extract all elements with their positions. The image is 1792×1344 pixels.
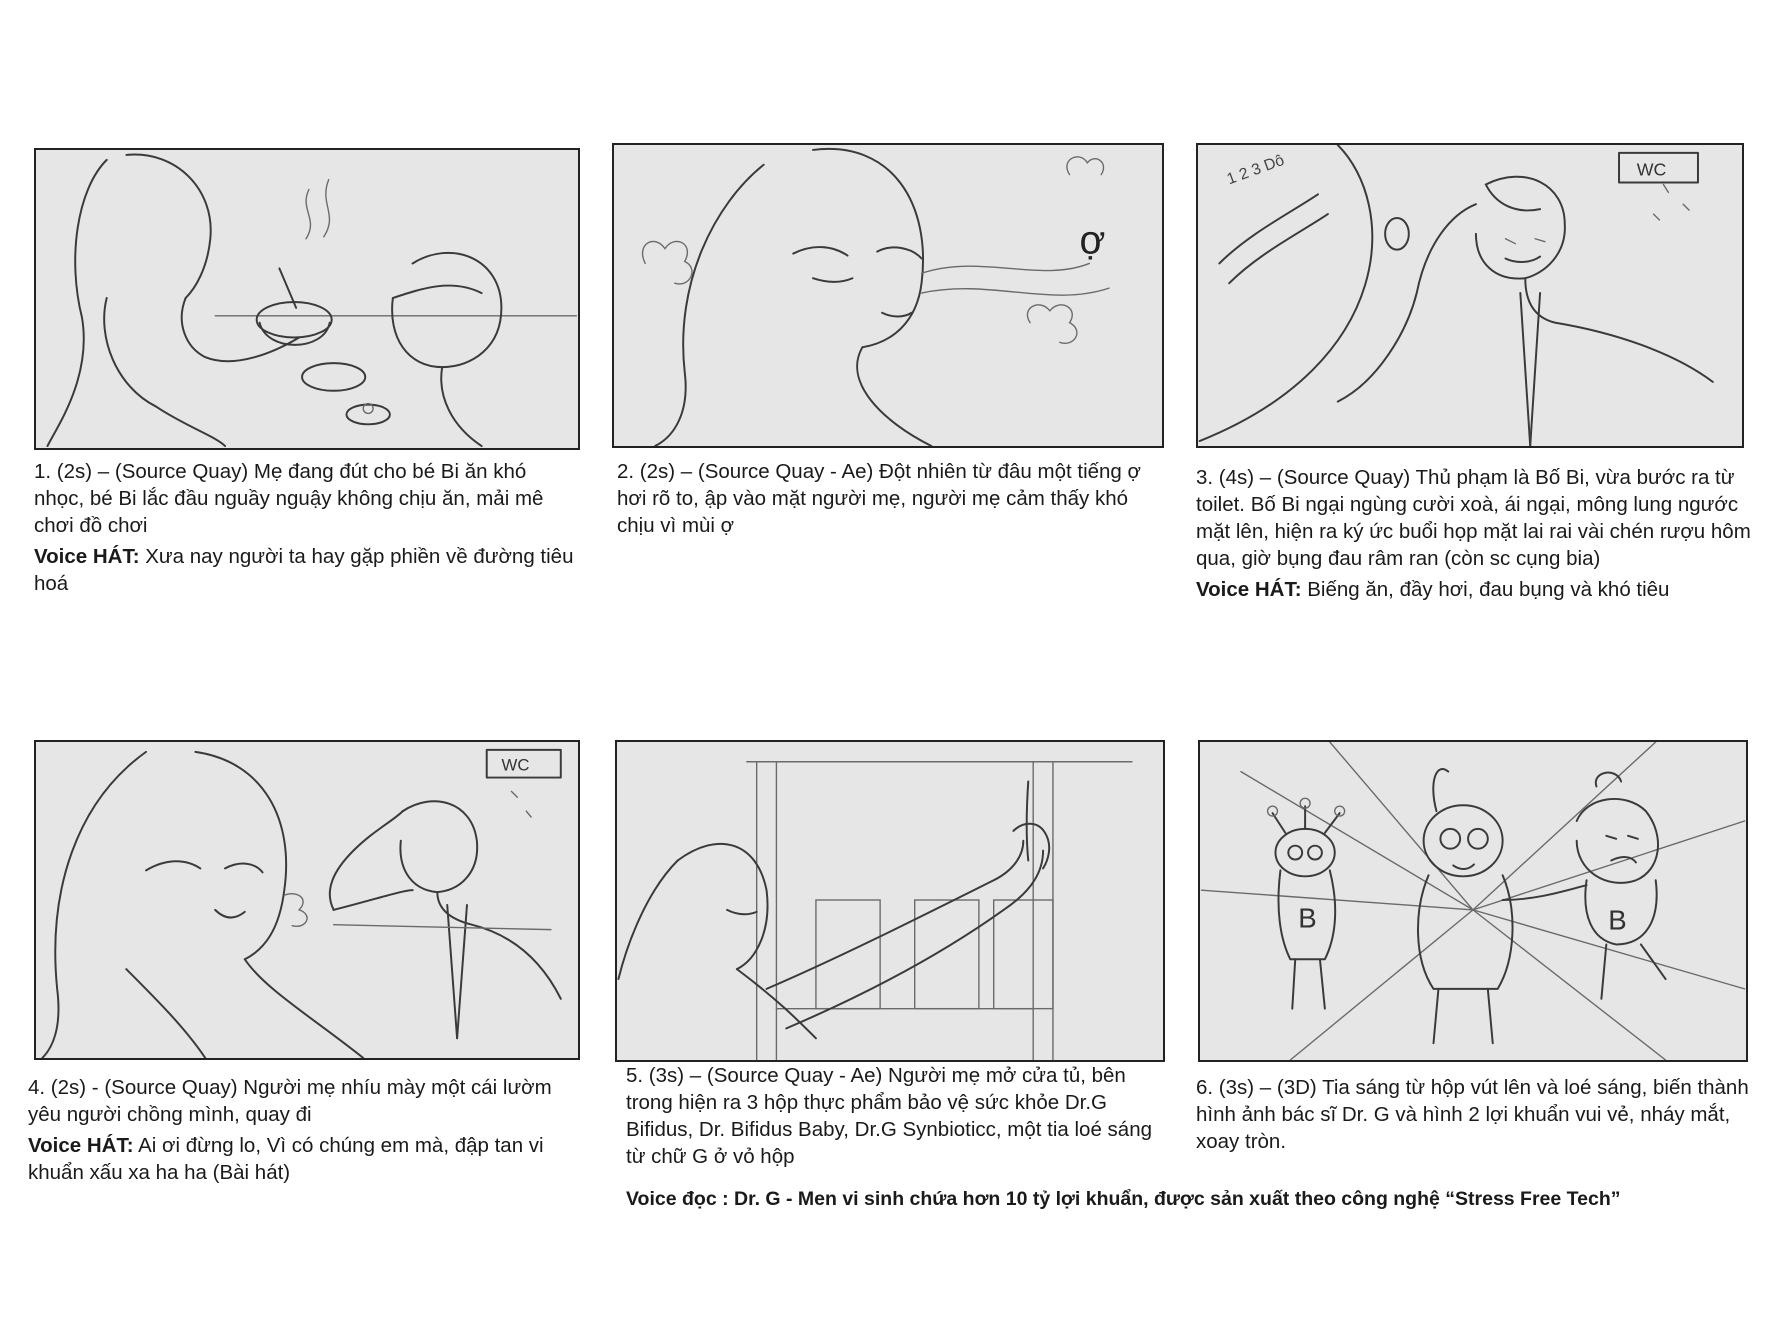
scene-5-sketch <box>615 740 1165 1062</box>
scene-4-voice-label: Voice HÁT: <box>28 1134 134 1157</box>
mother-burp-reaction-drawing <box>614 145 1162 446</box>
mother-glares-husband-drawing <box>36 742 578 1058</box>
scene-4-description: 4. (2s) - (Source Quay) Người mẹ nhíu mày một cái lườm yêu người chồng mình, quay đi <box>28 1076 552 1126</box>
scene-3-description: 3. (4s) – (Source Quay) Thủ phạm là Bố Bi, vừa bước ra từ toilet. Bố Bi ngại ngùng cười xoà, ái ngại, mông lung ngước mặt lên, hiện ra ký ức buổi họp mặt lai rai vài chén rượu hôm qua, giờ bụng đau râm ran (còn sc cụng bia) <box>1196 466 1751 570</box>
scene-1-voice-text: Xưa nay người ta hay gặp phiền về đường tiêu hoá <box>34 545 574 595</box>
scene-1-caption <box>34 458 574 597</box>
scene-1-voice <box>34 543 574 597</box>
scene-5-caption <box>626 1062 1166 1170</box>
scene-3-caption <box>1196 464 1756 603</box>
dr-g-and-probiotic-characters-drawing <box>1200 742 1746 1060</box>
memory-note-text: 1 2 3 Dô <box>1224 151 1287 189</box>
burp-sound-text: ợ <box>1079 218 1106 263</box>
scene-4-caption <box>28 1074 588 1186</box>
scene-3-sketch <box>1196 143 1744 448</box>
right-probiotic-badge: B <box>1608 904 1627 936</box>
scene-2-sketch <box>612 143 1164 448</box>
left-probiotic-badge: B <box>1298 902 1317 934</box>
mother-opens-cabinet-drawing <box>617 742 1163 1060</box>
scene-3-voice <box>1196 576 1756 603</box>
scene-2-description: 2. (2s) – (Source Quay - Ae) Đột nhiên từ đâu một tiếng ợ hơi rõ to, ập vào mặt người mẹ, người mẹ cảm thấy khó chịu vì mùi ợ <box>617 460 1141 537</box>
scene-6-sketch <box>1198 740 1748 1062</box>
scene-6-caption <box>1196 1074 1756 1155</box>
wc-sign-text-2: WC <box>501 755 530 775</box>
scene-3-voice-label: Voice HÁT: <box>1196 578 1302 601</box>
father-leaving-toilet-drawing <box>1198 145 1742 446</box>
scene-1-voice-label: Voice HÁT: <box>34 545 140 568</box>
scene-4-voice <box>28 1132 588 1186</box>
wc-sign-text: WC <box>1636 159 1667 180</box>
scene-1-sketch <box>34 148 580 450</box>
scene-3-voice-text: Biếng ăn, đầy hơi, đau bụng và khó tiêu <box>1301 578 1670 601</box>
scene-2-caption <box>617 458 1157 539</box>
scene-4-sketch <box>34 740 580 1060</box>
scene-5-description: 5. (3s) – (Source Quay - Ae) Người mẹ mở cửa tủ, bên trong hiện ra 3 hộp thực phẩm bảo vệ sức khỏe Dr.G Bifidus, Dr. Bifidus Baby, Dr.G Synbioticc, một tia loé sáng từ chữ G ở vỏ hộp <box>626 1064 1153 1168</box>
scene-1-description: 1. (2s) – (Source Quay) Mẹ đang đút cho bé Bi ăn khó nhọc, bé Bi lắc đầu nguầy nguậy không chịu ăn, mải mê chơi đồ chơi <box>34 460 544 537</box>
scene-6-description: 6. (3s) – (3D) Tia sáng từ hộp vút lên và loé sáng, biến thành hình ảnh bác sĩ Dr. G và hình 2 lợi khuẩn vui vẻ, nháy mắt, xoay tròn. <box>1196 1076 1749 1153</box>
scene-4-voice-text: Ai ơi đừng lo, Vì có chúng em mà, đập tan vi khuẩn xấu xa ha ha (Bài hát) <box>28 1134 544 1184</box>
mother-feeding-child-drawing <box>36 150 578 448</box>
voiceover-footer: Voice đọc : Dr. G - Men vi sinh chứa hơn 10 tỷ lợi khuẩn, được sản xuất theo công nghệ “Stress Free Tech” <box>626 1188 1621 1210</box>
